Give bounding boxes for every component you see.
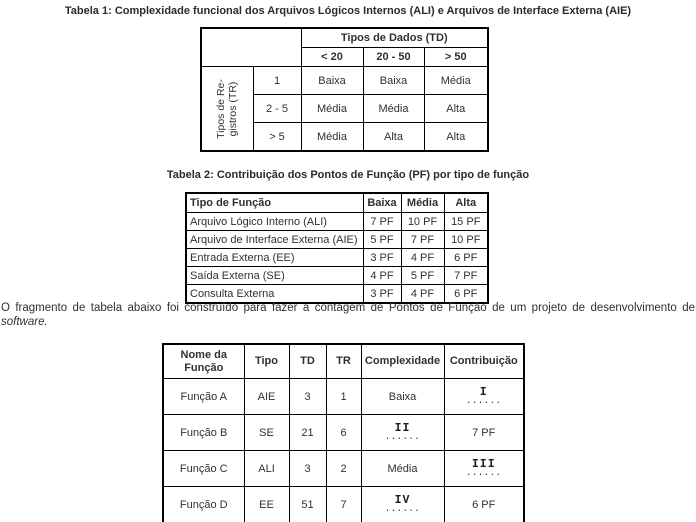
intro-paragraph: O fragmento de tabela abaixo foi construído para fazer a contagem de Pontos de Função de um projeto de desenvolvimento de software. xyxy=(1,302,695,328)
table3-header: Tipo xyxy=(244,344,289,379)
table1-caption: Tabela 1: Complexidade funcional dos Arquivos Lógicos Internos (ALI) e Arquivos de Interface Externa (AIE) xyxy=(64,5,632,17)
table2-header: Média xyxy=(401,193,444,213)
fill-in-dots: ...... xyxy=(384,504,421,514)
contribution-blank xyxy=(444,451,524,487)
contribution-value: 6 PF xyxy=(444,487,524,522)
table2-function-type: Consulta Externa xyxy=(186,285,363,304)
roman-numeral: IV xyxy=(394,494,411,507)
table1-cell: Alta xyxy=(363,123,424,152)
table2-function-type: Arquivo Lógico Interno (ALI) xyxy=(186,213,363,231)
table2-cell: 5 PF xyxy=(401,267,444,285)
table1-col-header: > 50 xyxy=(424,48,488,67)
table3-header: Nome da Função xyxy=(163,344,244,379)
complexity-blank xyxy=(361,415,444,451)
td-value: 3 xyxy=(289,451,326,487)
table3-header: Complexidade xyxy=(361,344,444,379)
table2-cell: 5 PF xyxy=(363,231,401,249)
td-value: 51 xyxy=(289,487,326,522)
table1-column-group-header: Tipos de Dados (TD) xyxy=(301,28,488,48)
roman-numeral: II xyxy=(394,422,411,435)
rotated-label: Tipos de Re- gistros (TR) xyxy=(215,78,240,139)
function-name: Função C xyxy=(163,451,244,487)
table-row xyxy=(163,451,524,487)
roman-numeral: III xyxy=(471,458,496,471)
complexity-value: Média xyxy=(361,451,444,487)
table2-cell: 3 PF xyxy=(363,285,401,304)
fill-in-dots: ...... xyxy=(466,468,502,478)
table3-function-count-fragment xyxy=(162,343,525,522)
table2-cell: 4 PF xyxy=(401,249,444,267)
complexity-blank xyxy=(361,487,444,522)
table1-row-header: 1 xyxy=(253,67,301,95)
table1-cell: Média xyxy=(424,67,488,95)
roman-numeral: I xyxy=(479,386,488,399)
table2-header: Baixa xyxy=(363,193,401,213)
table1-complexity-matrix xyxy=(200,27,489,152)
table2-caption: Tabela 2: Contribuição dos Pontos de Função (PF) por tipo de função xyxy=(166,169,530,181)
table3-header: Contribuição xyxy=(444,344,524,379)
table2-function-type: Entrada Externa (EE) xyxy=(186,249,363,267)
table2-cell: 15 PF xyxy=(444,213,488,231)
table1-row-group-header xyxy=(201,67,253,152)
table2-cell: 3 PF xyxy=(363,249,401,267)
table2-cell: 10 PF xyxy=(401,213,444,231)
table-row xyxy=(163,487,524,522)
table1-cell: Baixa xyxy=(363,67,424,95)
contribution-value: 7 PF xyxy=(444,415,524,451)
table3-header: TR xyxy=(326,344,361,379)
table1-cell: Média xyxy=(301,123,363,152)
table2-header: Alta xyxy=(444,193,488,213)
complexity-value: Baixa xyxy=(361,379,444,415)
table1-corner-cell xyxy=(201,28,301,67)
table-row xyxy=(163,379,524,415)
table2-cell: 4 PF xyxy=(401,285,444,304)
fill-in-dots: ...... xyxy=(466,396,502,406)
table2-cell: 10 PF xyxy=(444,231,488,249)
table1-row-header: > 5 xyxy=(253,123,301,152)
tr-value: 1 xyxy=(326,379,361,415)
table2-cell: 6 PF xyxy=(444,249,488,267)
function-type: EE xyxy=(244,487,289,522)
table-row xyxy=(186,267,488,285)
function-type: SE xyxy=(244,415,289,451)
table-row xyxy=(186,285,488,304)
table2-function-type: Arquivo de Interface Externa (AIE) xyxy=(186,231,363,249)
table2-cell: 7 PF xyxy=(363,213,401,231)
table2-pf-contribution xyxy=(185,192,489,304)
table2-function-type: Saída Externa (SE) xyxy=(186,267,363,285)
function-name: Função A xyxy=(163,379,244,415)
function-name: Função D xyxy=(163,487,244,522)
table1-col-header: 20 - 50 xyxy=(363,48,424,67)
table2-cell: 7 PF xyxy=(401,231,444,249)
table1-row-header: 2 - 5 xyxy=(253,95,301,123)
function-type: ALI xyxy=(244,451,289,487)
table1-col-header: < 20 xyxy=(301,48,363,67)
table-row xyxy=(186,213,488,231)
table3-header: TD xyxy=(289,344,326,379)
tr-value: 7 xyxy=(326,487,361,522)
table1-cell: Alta xyxy=(424,123,488,152)
table-row xyxy=(186,249,488,267)
table2-header: Tipo de Função xyxy=(186,193,363,213)
td-value: 21 xyxy=(289,415,326,451)
table1-cell: Média xyxy=(301,95,363,123)
function-type: AIE xyxy=(244,379,289,415)
table-row xyxy=(186,231,488,249)
function-name: Função B xyxy=(163,415,244,451)
tr-value: 6 xyxy=(326,415,361,451)
fill-in-dots: ...... xyxy=(384,432,421,442)
table2-cell: 4 PF xyxy=(363,267,401,285)
table1-cell: Baixa xyxy=(301,67,363,95)
td-value: 3 xyxy=(289,379,326,415)
table2-cell: 7 PF xyxy=(444,267,488,285)
contribution-blank xyxy=(444,379,524,415)
table1-cell: Alta xyxy=(424,95,488,123)
tr-value: 2 xyxy=(326,451,361,487)
table2-cell: 6 PF xyxy=(444,285,488,304)
italic-word: software. xyxy=(1,315,48,328)
table-row xyxy=(163,415,524,451)
table1-cell: Média xyxy=(363,95,424,123)
